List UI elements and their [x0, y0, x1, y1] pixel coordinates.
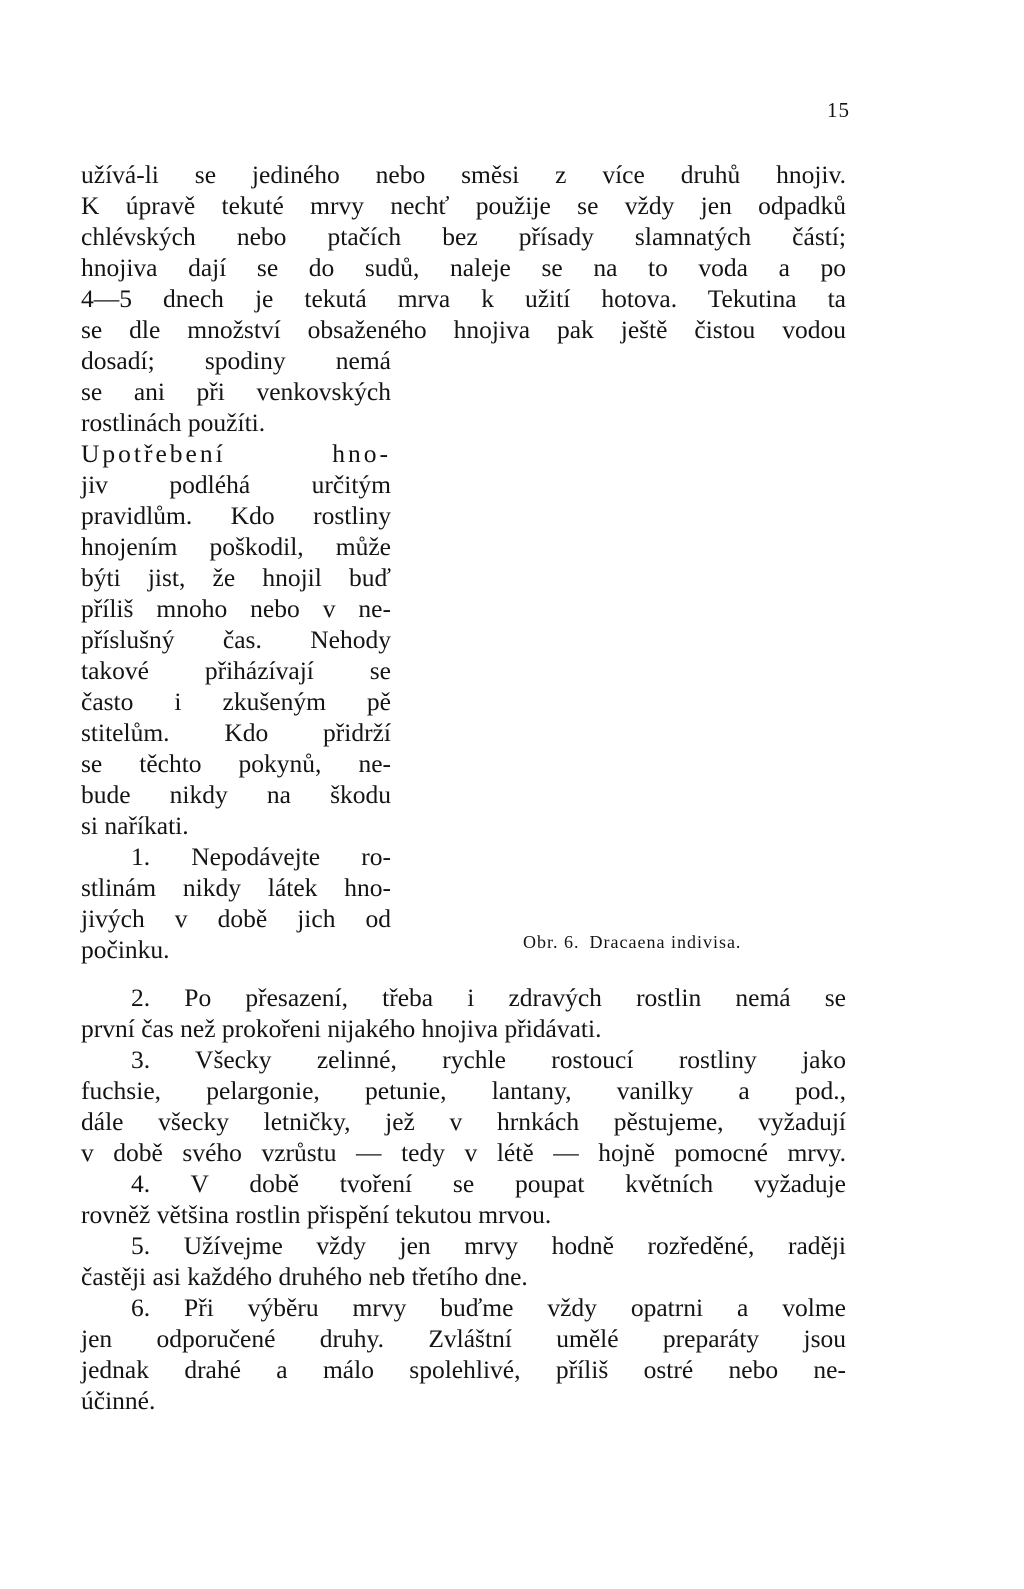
text-line: častěji asi každého druhého neb třetího dne. — [81, 1262, 528, 1291]
text-line: pravidlům. Kdo rostliny — [81, 501, 391, 530]
text-line: se dle množství obsaženého hnojiva pak ještě čistou vodou — [81, 315, 846, 344]
text-line: chlévských nebo ptačích bez přísady slamnatých částí; — [81, 222, 846, 251]
text-line: 4—5 dnech je tekutá mrva k užití hotova. Tekutina ta — [81, 284, 846, 313]
text-line: se ani při venkovských — [81, 377, 391, 406]
text-line: počinku. — [81, 935, 170, 964]
text-line: rovněž většina rostlin přispění tekutou mrvou. — [81, 1200, 552, 1229]
text-line: rostlinách použíti. — [81, 408, 266, 437]
text-line: užívá-li se jediného nebo směsi z více druhů hnojiv. — [81, 160, 846, 189]
text-line: v době svého vzrůstu — tedy v létě — hojně pomocné mrvy. — [81, 1138, 846, 1167]
section-heading-line: Upotřebení hno- — [81, 439, 391, 468]
text-line: si naříkati. — [81, 811, 189, 840]
text-line: bude nikdy na škodu — [81, 780, 391, 809]
figure-name: Dracaena indivisa. — [589, 932, 742, 952]
text-line: hnojiva dají se do sudů, naleje se na to voda a po — [81, 253, 846, 282]
page-number: 15 — [827, 98, 850, 122]
text-line: stitelům. Kdo přidrží — [81, 718, 391, 747]
text-line: 1. Nepodávejte ro- — [131, 842, 391, 871]
text-line: hnojením poškodil, může — [81, 532, 391, 561]
text-line: příliš mnoho nebo v ne- — [81, 594, 391, 623]
text-line: jednak drahé a málo spolehlivé, příliš ostré nebo ne- — [81, 1355, 846, 1384]
text-line: dosadí; spodiny nemá — [81, 346, 391, 375]
text-line: často i zkušeným pě — [81, 687, 391, 716]
text-line: jen odporučené druhy. Zvláštní umělé preparáty jsou — [81, 1324, 846, 1353]
text-line: stlinám nikdy látek hno- — [81, 873, 391, 902]
text-line: 6. Při výběru mrvy buďme vždy opatrni a volme — [131, 1293, 846, 1322]
text-line: takové přiházívají se — [81, 656, 391, 685]
text-line: 4. V době tvoření se poupat květních vyžaduje — [131, 1169, 846, 1198]
text-line: jivých v době jich od — [81, 904, 391, 933]
text-line: účinné. — [81, 1386, 156, 1415]
text-line: 5. Užívejme vždy jen mrvy hodně rozředěné, raději — [131, 1231, 846, 1260]
text-line: dále všecky letničky, jež v hrnkách pěstujeme, vyžadují — [81, 1107, 846, 1136]
text-line: fuchsie, pelargonie, petunie, lantany, vanilky a pod., — [81, 1076, 846, 1105]
text-line: se těchto pokynů, ne- — [81, 749, 391, 778]
text-line: příslušný čas. Nehody — [81, 625, 391, 654]
figure-label: Obr. 6. — [523, 932, 580, 952]
text-line: býti jist, že hnojil buď — [81, 563, 391, 592]
text-line: K úpravě tekuté mrvy nechť použije se vždy jen odpadků — [81, 191, 846, 220]
text-line: první čas než prokořeni nijakého hnojiva přidávati. — [81, 1014, 602, 1043]
text-line: 2. Po přesazení, třeba i zdravých rostlin nemá se — [131, 983, 846, 1012]
text-line: 3. Všecky zelinné, rychle rostoucí rostliny jako — [131, 1045, 846, 1074]
text-line: jiv podléhá určitým — [81, 470, 391, 499]
